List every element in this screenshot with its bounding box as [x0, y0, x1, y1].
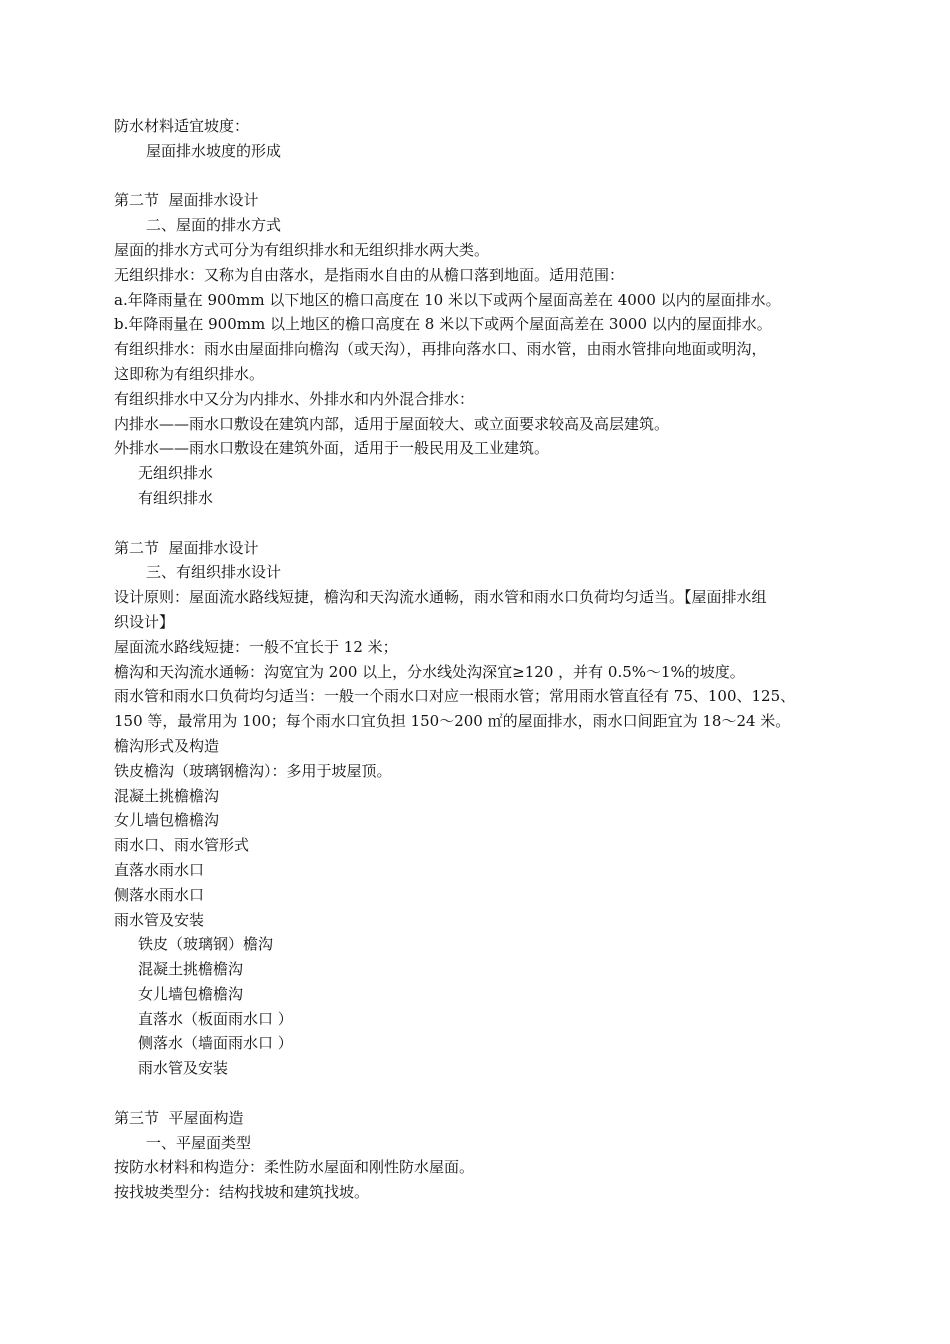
text-line: 雨水管及安装: [114, 910, 205, 929]
subsection-heading: 一、平屋面类型: [146, 1133, 252, 1152]
blank-line: [114, 164, 846, 189]
text-line: a.年降雨量在 900mm 以下地区的檐口高度在 10 米以下或两个屋面高差在 4000 以内的屋面排水。: [114, 290, 781, 309]
text-line: 有组织排水：雨水由屋面排向檐沟（或天沟），再排向落水口、雨水管，由雨水管排向地面或明沟，: [114, 340, 767, 359]
text-line: 屋面流水路线短捷：一般不宜长于 12 米；: [114, 637, 398, 656]
text-line: 雨水管及安装: [138, 1059, 229, 1078]
blank-line: [114, 511, 846, 536]
text-line: 女儿墙包檐檐沟: [114, 811, 220, 830]
text-line: 屋面的排水方式可分为有组织排水和无组织排水两大类。: [114, 240, 490, 259]
text-line: 侧落水雨水口: [114, 885, 205, 904]
text-line: 这即称为有组织排水。: [114, 364, 265, 383]
text-line: 外排水——雨水口敷设在建筑外面，适用于一般民用及工业建筑。: [114, 439, 550, 458]
text-line: 铁皮檐沟（玻璃钢檐沟）：多用于坡屋顶。: [114, 761, 392, 780]
text-line: 防水材料适宜坡度：: [114, 117, 250, 135]
text-line: 混凝土挑檐檐沟: [114, 786, 220, 805]
section-heading: 第三节 平屋面构造: [114, 1108, 244, 1127]
subsection-heading: 二、屋面的排水方式: [146, 216, 282, 235]
text-line: 檐沟形式及构造: [114, 736, 220, 755]
text-line: 有组织排水中又分为内排水、外排水和内外混合排水：: [114, 389, 475, 408]
text-line: 织设计】: [114, 612, 175, 631]
text-line: 按找坡类型分：结构找坡和建筑找坡。: [114, 1183, 370, 1202]
text-line: 铁皮（玻璃钢）檐沟: [138, 935, 274, 954]
subsection-heading: 三、有组织排水设计: [146, 563, 282, 582]
text-line: 雨水管和雨水口负荷均匀适当：一般一个雨水口对应一根雨水管；常用雨水管直径有 75、100、125、: [114, 687, 796, 706]
section-heading: 第二节 屋面排水设计: [114, 538, 259, 557]
section-heading: 第二节 屋面排水设计: [114, 191, 259, 210]
text-line: 女儿墙包檐檐沟: [138, 984, 244, 1003]
text-line: 有组织排水: [138, 488, 214, 507]
text-line: 侧落水（墙面雨水口 ）: [138, 1034, 293, 1053]
text-line: 无组织排水：又称为自由落水，是指雨水自由的从檐口落到地面。适用范围：: [114, 265, 625, 284]
text-line: 混凝土挑檐檐沟: [138, 960, 244, 979]
text-line: 直落水雨水口: [114, 860, 205, 879]
text-line: 按防水材料和构造分：柔性防水屋面和刚性防水屋面。: [114, 1158, 475, 1177]
blank-line: [114, 1081, 846, 1106]
text-line: 檐沟和天沟流水通畅：沟宽宜为 200 以上，分水线处沟深宜≥120 ，并有 0.5%～1%的坡度。: [114, 662, 745, 681]
text-line: b.年降雨量在 900mm 以上地区的檐口高度在 8 米以下或两个屋面高差在 3000 以内的屋面排水。: [114, 315, 772, 334]
text-line: 150 等，最常用为 100；每个雨水口宜负担 150～200 ㎡的屋面排水，雨水口间距宜为 18～24 米。: [114, 712, 791, 731]
text-line: 雨水口、雨水管形式: [114, 836, 250, 855]
text-line: 内排水——雨水口敷设在建筑内部，适用于屋面较大、或立面要求较高及高层建筑。: [114, 414, 670, 433]
text-line: 无组织排水: [138, 464, 214, 483]
document-body: [114, 114, 846, 1205]
text-line: 直落水（板面雨水口 ）: [138, 1009, 293, 1028]
text-line: 屋面排水坡度的形成: [146, 141, 282, 160]
text-line: 设计原则：屋面流水路线短捷，檐沟和天沟流水通畅，雨水管和雨水口负荷均匀适当。【屋面排水组: [114, 588, 767, 607]
